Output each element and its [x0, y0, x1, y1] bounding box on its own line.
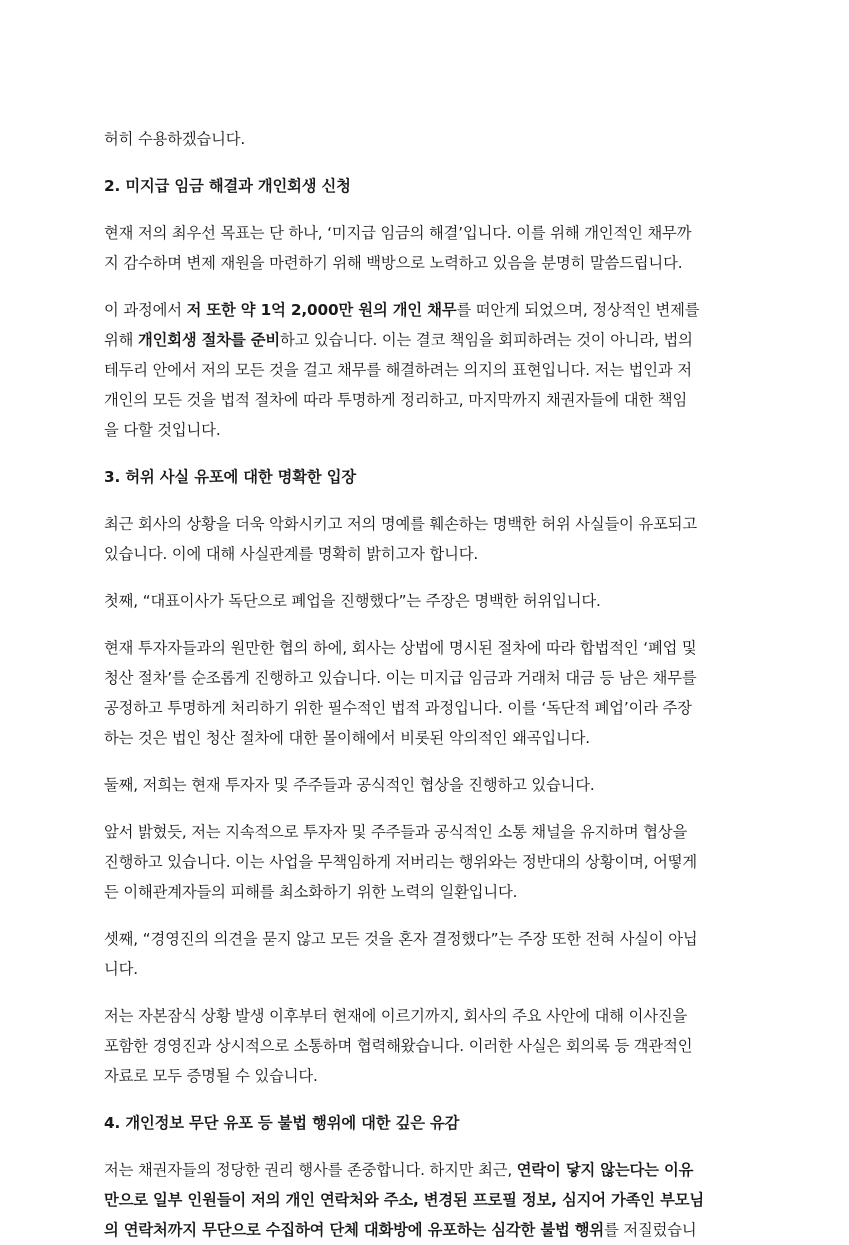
paragraph-gap [104, 1091, 745, 1108]
text-run: 최근 회사의 상황을 더욱 악화시키고 저의 명예를 훼손하는 명백한 허위 사실들이 유포되고 [104, 515, 698, 533]
paragraph [104, 1155, 745, 1245]
text-run: 하는 것은 법인 청산 절차에 대한 몰이해에서 비롯된 악의적인 왜곡입니다. [104, 729, 590, 747]
text-line [104, 663, 745, 693]
section-heading [104, 171, 745, 201]
text-line [104, 954, 745, 984]
text-line [104, 385, 745, 415]
text-line [104, 539, 745, 569]
text-line [104, 325, 745, 355]
paragraph-gap [104, 154, 745, 171]
text-run: 이 과정에서 [104, 301, 187, 319]
text-line [104, 124, 745, 154]
text-line [104, 415, 745, 445]
text-run: 포함한 경영진과 상시적으로 소통하며 협력해왔습니다. 이러한 사실은 회의록 등 객관적인 [104, 1037, 693, 1055]
bold-text-run: 만으로 일부 인원들이 저의 개인 연락처와 주소, 변경된 프로필 정보, 심지어 가족인 부모님 [104, 1191, 704, 1209]
paragraph [104, 770, 745, 800]
text-run: 허히 수용하겠습니다. [104, 130, 246, 148]
text-run: 현재 저의 최우선 목표는 단 하나, ‘미지급 임금의 해결’입니다. 이를 위해 개인적인 채무까 [104, 224, 692, 242]
section-heading [104, 1108, 745, 1138]
text-run: 공정하고 투명하게 처리하기 위한 필수적인 법적 과정입니다. 이를 ‘독단적 폐업’이라 주장 [104, 699, 692, 717]
bold-text-run: 의 연락처까지 무단으로 수집하여 단체 대화방에 유포하는 심각한 불법 행위 [104, 1221, 605, 1239]
text-line [104, 171, 745, 201]
paragraph [104, 509, 745, 569]
text-run: 를 떠안게 되었으며, 정상적인 변제를 [456, 301, 700, 319]
text-line [104, 877, 745, 907]
text-line [104, 248, 745, 278]
text-run: 3. 허위 사실 유포에 대한 명확한 입장 [104, 468, 356, 486]
text-line [104, 817, 745, 847]
text-run: 저는 채권자들의 정당한 권리 행사를 존중합니다. 하지만 최근, [104, 1161, 517, 1179]
text-run: 니다. [104, 960, 138, 978]
text-line [104, 509, 745, 539]
text-line [104, 1001, 745, 1031]
text-run: 진행하고 있습니다. 이는 사업을 무책임하게 저버리는 행위와는 정반대의 상황이며, 어떻게 [104, 853, 698, 871]
text-line [104, 723, 745, 753]
paragraph-gap [104, 278, 745, 295]
text-line [104, 924, 745, 954]
text-run: 테두리 안에서 저의 모든 것을 걸고 채무를 해결하려는 의지의 표현입니다. 저는 법인과 저 [104, 361, 692, 379]
text-run: 둘째, 저희는 현재 투자자 및 주주들과 공식적인 협상을 진행하고 있습니다. [104, 776, 595, 794]
text-run: 을 다할 것입니다. [104, 421, 221, 439]
text-line [104, 1031, 745, 1061]
text-line [104, 1215, 745, 1245]
text-line [104, 462, 745, 492]
text-line [104, 586, 745, 616]
paragraph-gap [104, 984, 745, 1001]
text-line [104, 1185, 745, 1215]
paragraph [104, 295, 745, 445]
paragraph-gap [104, 569, 745, 586]
text-line [104, 633, 745, 663]
bold-text-run: 저 또한 약 1억 2,000만 원의 개인 채무 [186, 301, 457, 319]
text-run: 하고 있습니다. 이는 결코 책임을 회피하려는 것이 아니라, 법의 [279, 331, 693, 349]
text-line [104, 1061, 745, 1091]
paragraph [104, 124, 745, 154]
paragraph-gap [104, 616, 745, 633]
text-line [104, 770, 745, 800]
text-run: 첫째, “대표이사가 독단으로 폐업을 진행했다”는 주장은 명백한 허위입니다. [104, 592, 601, 610]
text-run: 청산 절차’를 순조롭게 진행하고 있습니다. 이는 미지급 임금과 거래처 대금 등 남은 채무를 [104, 669, 697, 687]
bold-text-run: 개인회생 절차를 준비 [137, 331, 280, 349]
paragraph-gap [104, 907, 745, 924]
text-run: 개인의 모든 것을 법적 절차에 따라 투명하게 정리하고, 마지막까지 채권자들에 대한 책임 [104, 391, 688, 409]
text-line [104, 1155, 745, 1185]
paragraph [104, 924, 745, 984]
paragraph [104, 633, 745, 753]
text-line [104, 1108, 745, 1138]
text-run: 4. 개인정보 무단 유포 등 불법 행위에 대한 깊은 유감 [104, 1114, 460, 1132]
paragraph-gap [104, 445, 745, 462]
paragraph [104, 1001, 745, 1091]
text-run: 있습니다. 이에 대해 사실관계를 명확히 밝히고자 합니다. [104, 545, 479, 563]
text-run: 셋째, “경영진의 의견을 묻지 않고 모든 것을 혼자 결정했다”는 주장 또한 전혀 사실이 아닙 [104, 930, 698, 948]
text-run: 저는 자본잠식 상황 발생 이후부터 현재에 이르기까지, 회사의 주요 사안에 대해 이사진을 [104, 1007, 688, 1025]
text-run: 앞서 밝혔듯, 저는 지속적으로 투자자 및 주주들과 공식적인 소통 채널을 유지하며 협상을 [104, 823, 688, 841]
text-run: 든 이해관계자들의 피해를 최소화하기 위한 노력의 일환입니다. [104, 883, 518, 901]
paragraph-gap [104, 753, 745, 770]
text-run: 자료로 모두 증명될 수 있습니다. [104, 1067, 318, 1085]
paragraph [104, 586, 745, 616]
text-line [104, 355, 745, 385]
text-run: 위해 [104, 331, 138, 349]
paragraph-gap [104, 800, 745, 817]
paragraph-gap [104, 1138, 745, 1155]
section-heading [104, 462, 745, 492]
text-run: 를 저질렀습니 [604, 1221, 697, 1239]
paragraph [104, 218, 745, 278]
bold-text-run: 연락이 닿지 않는다는 이유 [516, 1161, 694, 1179]
paragraph [104, 817, 745, 907]
paragraph-gap [104, 492, 745, 509]
text-line [104, 693, 745, 723]
text-run: 2. 미지급 임금 해결과 개인회생 신청 [104, 177, 351, 195]
text-run: 지 감수하며 변제 재원을 마련하기 위해 백방으로 노력하고 있음을 분명히 말씀드립니다. [104, 254, 683, 272]
paragraph-gap [104, 201, 745, 218]
text-line [104, 218, 745, 248]
text-run: 현재 투자자들과의 원만한 협의 하에, 회사는 상법에 명시된 절차에 따라 합법적인 ‘폐업 및 [104, 639, 697, 657]
text-line [104, 295, 745, 325]
text-line [104, 847, 745, 877]
